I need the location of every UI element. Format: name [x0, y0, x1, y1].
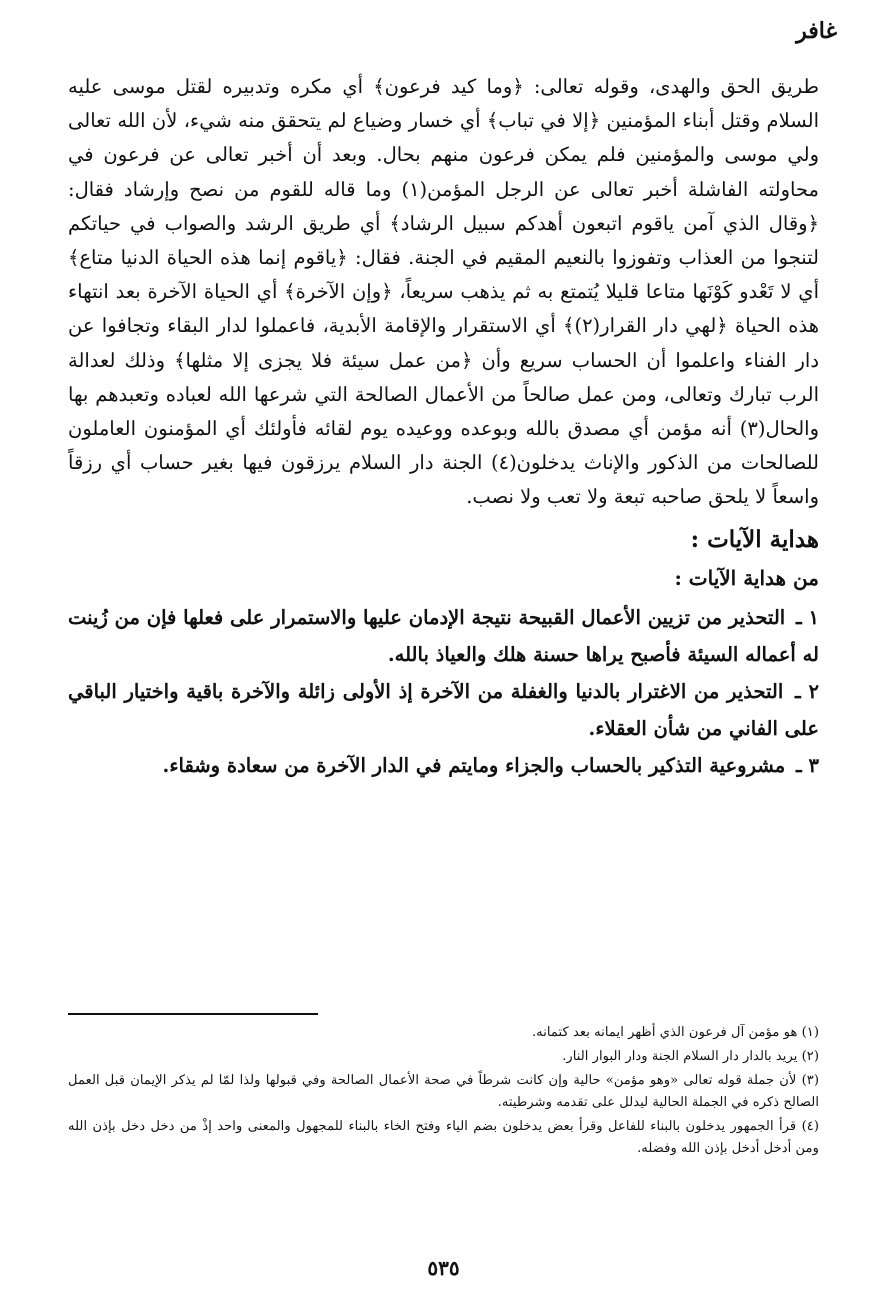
footnote-separator — [68, 1013, 318, 1015]
commentary-paragraph: طريق الحق والهدى، وقوله تعالى: ﴿وما كيد فرعون﴾ أي مكره وتدبيره لقتل موسى عليه السلام وقتل أبناء المؤمنين ﴿إلا في تباب﴾ أي خسار وضياع لم يتحقق منه شيء، لأن الله تعالى ولي موسى والمؤمنين فلم يمكن فرعون منهم بحال. وبعد أن أخبر تعالى عن فرعون في محاولته الفاشلة أخبر تعالى عن الرجل المؤمن(١) وما قاله للقوم من نصح وإرشاد فقال: ﴿وقال الذي آمن ياقوم اتبعون أهدكم سبيل الرشاد﴾ أي طريق الرشد والصواب في حياتكم لتنجوا من العذاب وتفوزوا بالنعيم المقيم في الجنة. فقال: ﴿ياقوم إنما هذه الحياة الدنيا متاع﴾ أي لا تَعْدو كَوْنَها متاعا قليلا يُتمتع به ثم يذهب سريعاً، ﴿وإن الآخرة﴾ أي الحياة الآخرة بعد انتهاء هذه الحياة ﴿لهي دار القرار(٢)﴾ أي الاستقرار والإقامة الأبدية، فاعملوا لدار البقاء وتجافوا عن دار الفناء واعلموا أن الحساب سريع وأن ﴿من عمل سيئة فلا يجزى إلا مثلها﴾ وذلك لعدالة الرب تبارك وتعالى، ومن عمل صالحاً من الأعمال الصالحة التي شرعها الله لعباده وتعبدهم بها والحال(٣) أنه مؤمن أي مصدق بالله وبوعده ووعيده يوم لقائه فأولئك أي المؤمنون العاملون للصالحات من الذكور والإناث يدخلون(٤) الجنة دار السلام يرزقون فيها بغير حساب أي رزقاً واسعاً لا يلحق صاحبه تبعة ولا تعب ولا نصب. — [68, 75, 820, 509]
lesson-text: التحذير من تزيين الأعمال القبيحة نتيجة الإدمان عليها والاستمرار على فعلها فإن من زُينت له أعماله السيئة فأصبح يراها حسنة هلك والعياذ بالله. — [68, 605, 819, 666]
page-number: ٥٣٥ — [427, 1256, 460, 1280]
footnote: (٣) لأن جملة قوله تعالى «وهو مؤمن» حالية وإن كانت شرطاً في صحة الأعمال الصالحة وفي قبولها ولذا لمّا لم يذكر الإيمان قبل العمل الصالح ذكره في الجملة الحالية ليدلل على تقدمه وشرطيته. — [68, 1073, 819, 1110]
section-subheading: من هداية الآيات : — [674, 565, 819, 590]
footnotes — [68, 1022, 819, 1162]
lesson-item — [68, 673, 819, 747]
footnote: (١) هو مؤمن آل فرعون الذي أظهر ايمانه بعد كتمانه. — [531, 1025, 819, 1040]
lesson-number: ١ ـ — [796, 605, 819, 629]
running-head: غافر — [796, 18, 837, 44]
main-content — [68, 70, 819, 784]
lesson-text: مشروعية التذكير بالحساب والجزاء ومايتم في الدار الآخرة من سعادة وشقاء. — [162, 753, 786, 777]
lessons-list — [68, 599, 819, 784]
lesson-item — [68, 747, 819, 784]
lesson-number: ٢ ـ — [795, 679, 819, 703]
footnote: (٢) يريد بالدار دار السلام الجنة ودار البوار النار. — [562, 1049, 819, 1064]
lesson-text: التحذير من الاغترار بالدنيا والغفلة من الآخرة إذ الأولى زائلة والآخرة باقية واختيار الباقي على الفاني من شأن العقلاء. — [68, 679, 819, 740]
section-heading: هداية الآيات : — [690, 525, 819, 553]
lesson-number: ٣ ـ — [796, 753, 819, 777]
lesson-item — [68, 599, 819, 673]
footnote: (٤) قرأ الجمهور يدخلون بالبناء للفاعل وقرأ بعض يدخلون بضم الياء وفتح الخاء بالبناء للمجهول والمعنى واحد إذْ من دخل دخل بإذن الله ومن أدخل أدخل بإذن الله وفضله. — [68, 1119, 819, 1156]
